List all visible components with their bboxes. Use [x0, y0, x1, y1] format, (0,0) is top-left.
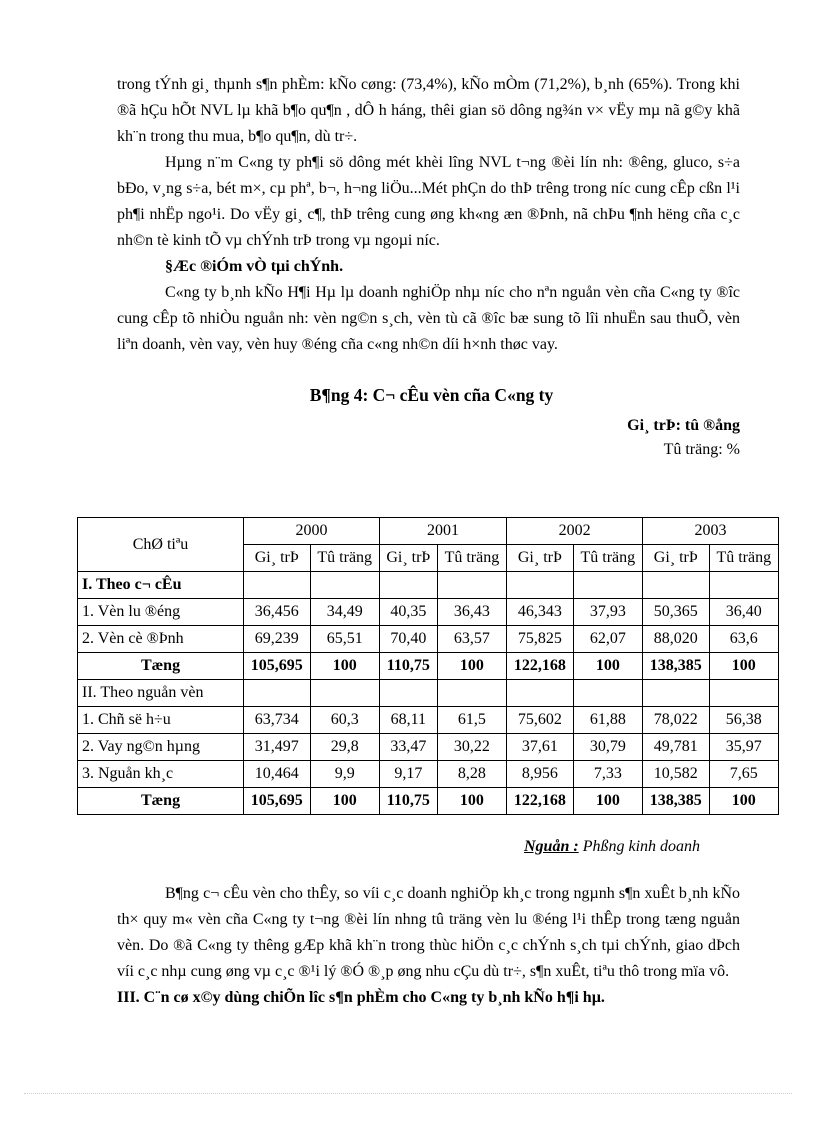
cell-ratio: 100: [310, 653, 379, 680]
header-year: 2001: [379, 518, 506, 545]
cell-value: 122,168: [507, 788, 574, 815]
cell-value: 36,456: [244, 599, 311, 626]
cell-value: 37,61: [507, 734, 574, 761]
cell-value: 63,734: [244, 707, 311, 734]
header-year: 2002: [507, 518, 643, 545]
cell-value: 110,75: [379, 653, 437, 680]
text-block-top: [117, 72, 740, 462]
header-ratio: Tû träng: [709, 545, 778, 572]
cell-value: 105,695: [244, 788, 311, 815]
cell-ratio: 100: [437, 788, 506, 815]
table-source: [524, 835, 700, 859]
header-ratio: Tû träng: [573, 545, 642, 572]
capital-structure-table: [77, 517, 779, 815]
row-label: 1. Vèn lu ®éng: [78, 599, 244, 626]
total-label: Tæng: [78, 788, 244, 815]
row-label: 3. Nguån kh¸c: [78, 761, 244, 788]
cell-ratio: 65,51: [310, 626, 379, 653]
cell-ratio: 29,8: [310, 734, 379, 761]
cell-ratio: 100: [709, 653, 778, 680]
cell-ratio: 7,65: [709, 761, 778, 788]
total-label: Tæng: [78, 653, 244, 680]
table-section-row: [78, 680, 779, 707]
cell-value: 70,40: [379, 626, 437, 653]
cell-ratio: 30,79: [573, 734, 642, 761]
table-row: [78, 761, 779, 788]
table-row: [78, 599, 779, 626]
page-bottom-divider: [24, 1093, 792, 1094]
cell-ratio: 100: [709, 788, 778, 815]
cell-value: 33,47: [379, 734, 437, 761]
cell-value: 46,343: [507, 599, 574, 626]
section-by-structure: I. Theo c¬ cÊu: [78, 572, 244, 599]
cell-value: 40,35: [379, 599, 437, 626]
cell-value: 10,464: [244, 761, 311, 788]
source-key: Nguån :: [524, 838, 579, 855]
table-row: [78, 707, 779, 734]
table-unit-value: Gi¸ trÞ: tû ®ång: [627, 417, 740, 434]
cell-value: 75,825: [507, 626, 574, 653]
cell-ratio: 30,22: [437, 734, 506, 761]
cell-ratio: 61,5: [437, 707, 506, 734]
cell-value: 8,956: [507, 761, 574, 788]
cell-value: 105,695: [244, 653, 311, 680]
cell-value: 69,239: [244, 626, 311, 653]
finance-heading: §Æc ®iÓm vÒ tµi chÝnh.: [165, 258, 344, 275]
cell-ratio: 36,40: [709, 599, 778, 626]
cell-ratio: 36,43: [437, 599, 506, 626]
cell-ratio: 63,6: [709, 626, 778, 653]
table-row: [78, 734, 779, 761]
header-value: Gi¸ trÞ: [643, 545, 710, 572]
cell-ratio: 62,07: [573, 626, 642, 653]
header-value: Gi¸ trÞ: [507, 545, 574, 572]
header-ratio: Tû träng: [437, 545, 506, 572]
cell-ratio: 34,49: [310, 599, 379, 626]
cell-value: 138,385: [643, 788, 710, 815]
cell-ratio: 100: [573, 653, 642, 680]
cell-value: 50,365: [643, 599, 710, 626]
header-value: Gi¸ trÞ: [379, 545, 437, 572]
section-heading: III. C¨n cø x©y dùng chiÕn lîc s¶n phÈm cho C«ng ty b¸nh kÑo h¶i hµ.: [117, 989, 605, 1006]
cell-ratio: 60,3: [310, 707, 379, 734]
cell-value: 68,11: [379, 707, 437, 734]
cell-ratio: 63,57: [437, 626, 506, 653]
table-total-row: [78, 653, 779, 680]
table-total-row: [78, 788, 779, 815]
paragraph-analysis: B¶ng c¬ cÊu vèn cho thÊy, so víi c¸c doanh nghiÖp kh¸c trong ngµnh s¶n xuÊt b¸nh kÑo th× quy m« vèn cña C«ng ty t¬ng ®èi lín nhng tû träng vèn lu ®éng l¹i thÊp trong tæng nguån vèn. Do ®ã C«ng ty thêng gÆp khã kh¨n trong thùc hiÖn c¸c chÝnh s¸ch tµi chÝnh, giao dÞch víi c¸c nhµ cung øng vµ c¸c ®¹i lý ®Ó ®¸p øng nhu cÇu dù tr÷, s¶n xuÊt, tiªu thô trong mïa vô.: [117, 885, 740, 980]
table-title: B¶ng 4: C¬ cÊu vèn cña C«ng ty: [309, 385, 554, 405]
cell-value: 138,385: [643, 653, 710, 680]
source-value: Phßng kinh doanh: [582, 838, 701, 855]
header-criteria: ChØ tiªu: [78, 518, 244, 572]
header-year: 2000: [244, 518, 380, 545]
paragraph-annual-materials: Hµng n¨m C«ng ty ph¶i sö dông mét khèi lîng NVL t¬ng ®èi lín nh: ®êng, gluco, s÷a bÐo, v¸ng s÷a, bét m×, cµ phª, b¬, h¬ng liÖu...Mét phÇn do thÞ trêng trong níc cung cÊp cßn l¹i ph¶i nhËp ngo¹i. Do vËy gi¸ c¶, thÞ trêng cung øng kh«ng æn ®Þnh, nã chÞu ¶nh hëng cña c¸c nh©n tè kinh tÕ vµ chÝnh trÞ trong vµ ngoµi níc.: [117, 154, 740, 249]
table-unit-ratio: Tû träng: %: [663, 441, 740, 458]
cell-ratio: 9,9: [310, 761, 379, 788]
text-block-bottom: [117, 881, 740, 1011]
cell-ratio: 100: [573, 788, 642, 815]
header-ratio: Tû träng: [310, 545, 379, 572]
cell-value: 10,582: [643, 761, 710, 788]
row-label: 1. Chñ së h÷u: [78, 707, 244, 734]
table-row: [78, 626, 779, 653]
cell-ratio: 8,28: [437, 761, 506, 788]
cell-ratio: 100: [310, 788, 379, 815]
cell-value: 31,497: [244, 734, 311, 761]
cell-value: 75,602: [507, 707, 574, 734]
cell-value: 122,168: [507, 653, 574, 680]
paragraph-capital-sources: C«ng ty b¸nh kÑo H¶i Hµ lµ doanh nghiÖp nhµ níc cho nªn nguån vèn cña C«ng ty ®îc cung cÊp tõ nhiÒu nguån nh: vèn ng©n s¸ch, vèn tù cã ®îc bæ sung tõ lîi nhuËn sau thuÕ, vèn liªn doanh, vèn vay, vèn huy ®éng cña c«ng nh©n díi h×nh thøc vay.: [117, 284, 740, 353]
cell-ratio: 35,97: [709, 734, 778, 761]
cell-ratio: 61,88: [573, 707, 642, 734]
cell-value: 49,781: [643, 734, 710, 761]
cell-ratio: 100: [437, 653, 506, 680]
paragraph-materials: trong tÝnh gi¸ thµnh s¶n phÈm: kÑo cøng: (73,4%), kÑo mÒm (71,2%), b¸nh (65%). Trong khi ®ã hÇu hÕt NVL lµ khã b¶o qu¶n , dÔ h háng, thêi gian sö dông ng¾n v× vËy mµ nã g©y khã kh¨n trong thu mua, b¶o qu¶n, dù tr÷.: [117, 76, 740, 145]
cell-value: 9,17: [379, 761, 437, 788]
cell-ratio: 56,38: [709, 707, 778, 734]
section-by-source: II. Theo nguån vèn: [78, 680, 244, 707]
header-year: 2003: [643, 518, 779, 545]
cell-value: 78,022: [643, 707, 710, 734]
cell-ratio: 7,33: [573, 761, 642, 788]
table-header-years: [78, 518, 779, 545]
row-label: 2. Vay ng©n hµng: [78, 734, 244, 761]
row-label: 2. Vèn cè ®Þnh: [78, 626, 244, 653]
header-value: Gi¸ trÞ: [244, 545, 311, 572]
cell-ratio: 37,93: [573, 599, 642, 626]
cell-value: 88,020: [643, 626, 710, 653]
cell-value: 110,75: [379, 788, 437, 815]
table-section-row: [78, 572, 779, 599]
